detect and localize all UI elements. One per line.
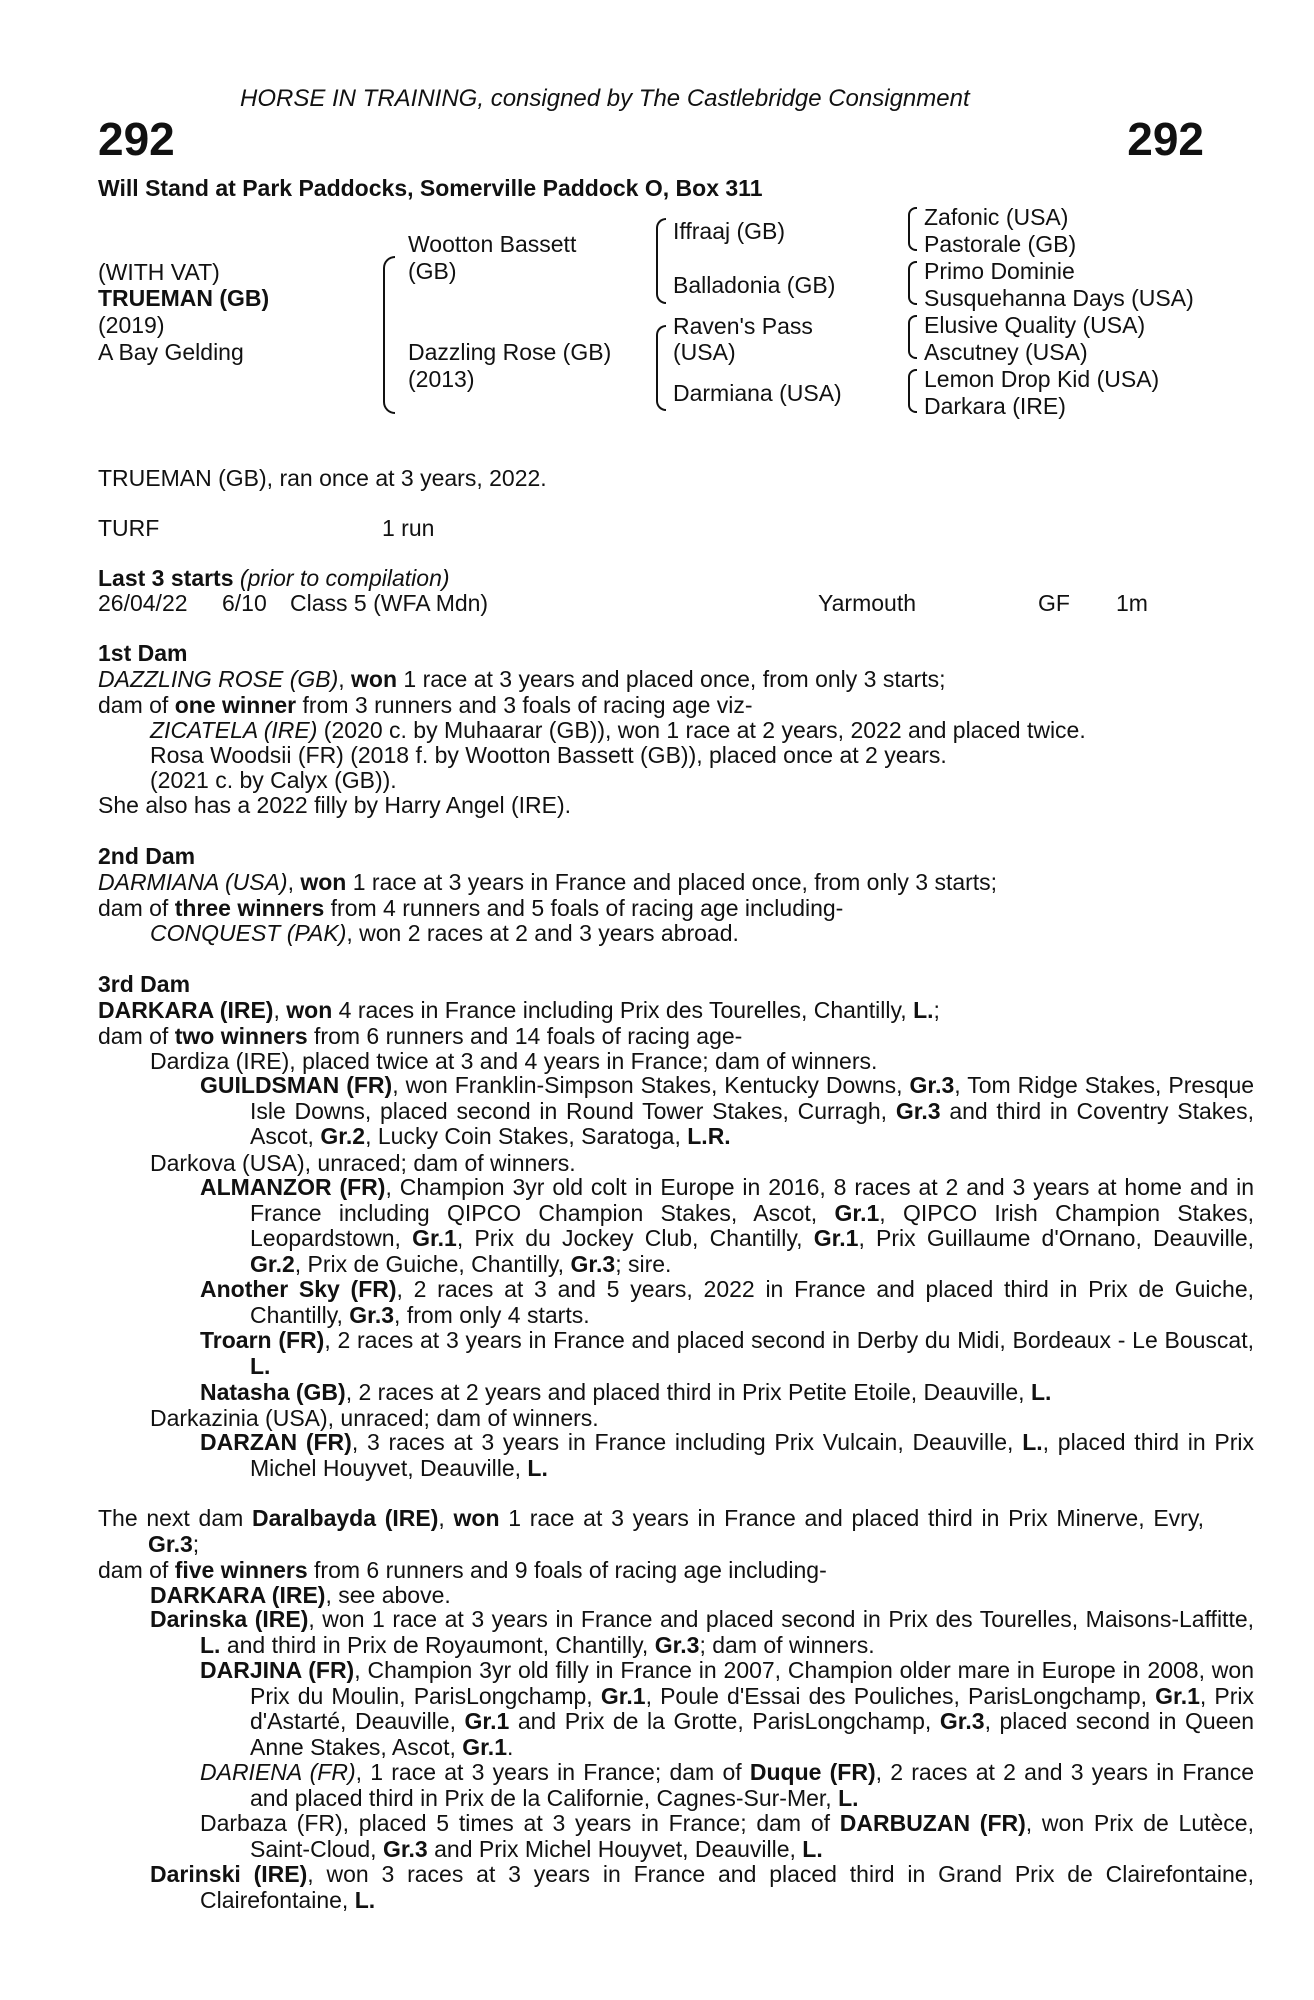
produce-entry: Troarn (FR), 2 races at 3 years in France and placed second in Derby du Midi, Bordeaux - Le Bouscat, L. [200,1327,1254,1379]
foal-entry: CONQUEST (PAK), won 2 races at 2 and 3 years abroad. [150,920,739,946]
start-distance: 1m [1116,590,1148,616]
third-dam-line: DARKARA (IRE), won 4 races in France including Prix des Tourelles, Chantilly, L.; [98,997,940,1023]
last-starts-heading [98,565,450,592]
produce-entry: ALMANZOR (FR), Champion 3yr old colt in Europe in 2016, 8 races at 2 and 3 years at home and in France including QIPCO Champion Stakes, Ascot, Gr.1, QIPCO Irish Champion Stakes, Leopardstown, Gr.1, Prix du Jockey Club, Chantilly, Gr.1, Prix Guillaume d'Ornano, Deauville, Gr.2, Prix de Guiche, Chantilly, Gr.3; sire. [200,1174,1255,1277]
great-grandparent: Darkara (IRE) [924,393,1066,419]
start-position: 6/10 [222,590,267,616]
catalogue-header: HORSE IN TRAINING, consigned by The Castlebridge Consignment [240,85,970,112]
horse-description: A Bay Gelding [98,339,244,365]
race-summary: TRUEMAN (GB), ran once at 3 years, 2022. [98,465,547,491]
great-grandparent: Susquehanna Days (USA) [924,285,1194,311]
next-dam-line: The next dam Daralbayda (IRE), won 1 race at 3 years in France and placed third in Prix Minerve, Evry, Gr.3; [98,1505,1205,1557]
granddam-2: Darmiana (USA) [673,380,842,406]
pedigree-brace [908,369,917,413]
next-dam-produce: dam of five winners from 6 runners and 9 foals of racing age including- [98,1557,827,1583]
pedigree-brace [908,315,917,359]
horse-name: TRUEMAN (GB) [98,285,270,311]
great-grandparent: Lemon Drop Kid (USA) [924,366,1160,392]
first-dam-note: She also has a 2022 filly by Harry Angel (IRE). [98,792,572,818]
produce-entry: Darbaza (FR), placed 5 times at 3 years in France; dam of DARBUZAN (FR), won Prix de Lutèce, Saint-Cloud, Gr.3 and Prix Michel Houyvet, Deauville, L. [200,1810,1254,1862]
start-date: 26/04/22 [98,590,188,616]
great-grandparent: Elusive Quality (USA) [924,312,1146,338]
start-class: Class 5 (WFA Mdn) [290,590,489,616]
produce-entry: Dardiza (IRE), placed twice at 3 and 4 years in France; dam of winners. [150,1048,878,1074]
pedigree-brace [383,256,395,414]
pedigree-brace [908,261,917,305]
start-going: GF [1038,590,1070,616]
last-starts-note: (prior to compilation) [239,565,450,591]
second-dam-heading: 2nd Dam [98,843,196,869]
last-starts-title: Last 3 starts [98,565,234,591]
first-dam-line: DAZZLING ROSE (GB), won 1 race at 3 years and placed once, from only 3 starts; [98,666,946,692]
produce-entry: Natasha (GB), 2 races at 2 years and placed third in Prix Petite Etoile, Deauville, L. [200,1379,1052,1405]
pedigree-brace [656,218,666,304]
grandsire-1: Iffraaj (GB) [673,218,786,244]
granddam-1: Balladonia (GB) [673,272,836,298]
produce-entry: DARIENA (FR), 1 race at 3 years in France; dam of Duque (FR), 2 races at 2 and 3 years in France and placed third in Prix de la Californie, Cagnes-Sur-Mer, L. [200,1759,1254,1811]
dam-name: Dazzling Rose (GB) [408,339,612,365]
produce-entry: Darinska (IRE), won 1 race at 3 years in France and placed second in Prix des Tourelles, Maisons-Laffitte, L. and third in Prix de Royaumont, Chantilly, Gr.3; dam of winners. [150,1606,1255,1658]
produce-entry: GUILDSMAN (FR), won Franklin-Simpson Stakes, Kentucky Downs, Gr.3, Tom Ridge Stakes, Presque Isle Downs, placed second in Round Tower Stakes, Curragh, Gr.3 and third in Coventry Stakes, Ascot, Gr.2, Lucky Coin Stakes, Saratoga, L.R. [200,1072,1255,1149]
great-grandparent: Ascutney (USA) [924,339,1088,365]
horse-year: (2019) [98,312,165,338]
sire-country: (GB) [408,258,457,284]
produce-entry: Darkova (USA), unraced; dam of winners. [150,1150,576,1176]
turf-label: TURF [98,515,160,541]
foal-entry: Rosa Woodsii (FR) (2018 f. by Wootton Bassett (GB)), placed once at 2 years. [150,742,947,768]
start-course: Yarmouth [818,590,917,616]
dam-year: (2013) [408,366,475,392]
first-dam-produce: dam of one winner from 3 runners and 3 foals of racing age viz- [98,692,753,718]
produce-entry: DARKARA (IRE), see above. [150,1582,451,1608]
produce-entry: Darkazinia (USA), unraced; dam of winners. [150,1405,599,1431]
produce-entry: Darinski (IRE), won 3 races at 3 years in France and placed third in Grand Prix de Clairefontaine, Clairefontaine, L. [150,1861,1254,1913]
vat-note: (WITH VAT) [98,259,220,285]
produce-entry: DARJINA (FR), Champion 3yr old filly in France in 2007, Champion older mare in Europe in 2008, won Prix du Moulin, ParisLongchamp, Gr.1, Poule d'Essai des Pouliches, ParisLongchamp, Gr.1, Prix d'Astarté, Deauville, Gr.1 and Prix de la Grotte, ParisLongchamp, Gr.3, placed second in Queen Anne Stakes, Ascot, Gr.1. [200,1657,1255,1760]
produce-entry: Another Sky (FR), 2 races at 3 and 5 years, 2022 in France and placed third in Prix de Guiche, Chantilly, Gr.3, from only 4 starts. [200,1276,1255,1328]
stand-location: Will Stand at Park Paddocks, Somerville Paddock O, Box 311 [98,175,763,201]
third-dam-produce: dam of two winners from 6 runners and 14 foals of racing age- [98,1023,743,1049]
foal-entry: ZICATELA (IRE) (2020 c. by Muhaarar (GB)), won 1 race at 2 years, 2022 and placed twice. [150,717,1086,743]
great-grandparent: Zafonic (USA) [924,204,1069,230]
great-grandparent: Primo Dominie [924,258,1075,284]
pedigree-brace [908,207,917,251]
first-dam-heading: 1st Dam [98,640,188,666]
lot-number-right: 292 [1127,113,1204,165]
produce-entry: DARZAN (FR), 3 races at 3 years in France including Prix Vulcain, Deauville, L., placed third in Prix Michel Houyvet, Deauville, L. [200,1429,1255,1481]
lot-number-left: 292 [98,113,175,165]
turf-runs: 1 run [382,515,435,541]
great-grandparent: Pastorale (GB) [924,231,1077,257]
second-dam-line: DARMIANA (USA), won 1 race at 3 years in France and placed once, from only 3 starts; [98,869,998,895]
grandsire-2: Raven's Pass [673,313,813,339]
pedigree-brace [656,325,666,411]
second-dam-produce: dam of three winners from 4 runners and 5 foals of racing age including- [98,895,844,921]
foal-entry: (2021 c. by Calyx (GB)). [150,767,397,793]
grandsire-2-country: (USA) [673,339,736,365]
sire-name: Wootton Bassett [408,231,577,257]
third-dam-heading: 3rd Dam [98,971,191,997]
